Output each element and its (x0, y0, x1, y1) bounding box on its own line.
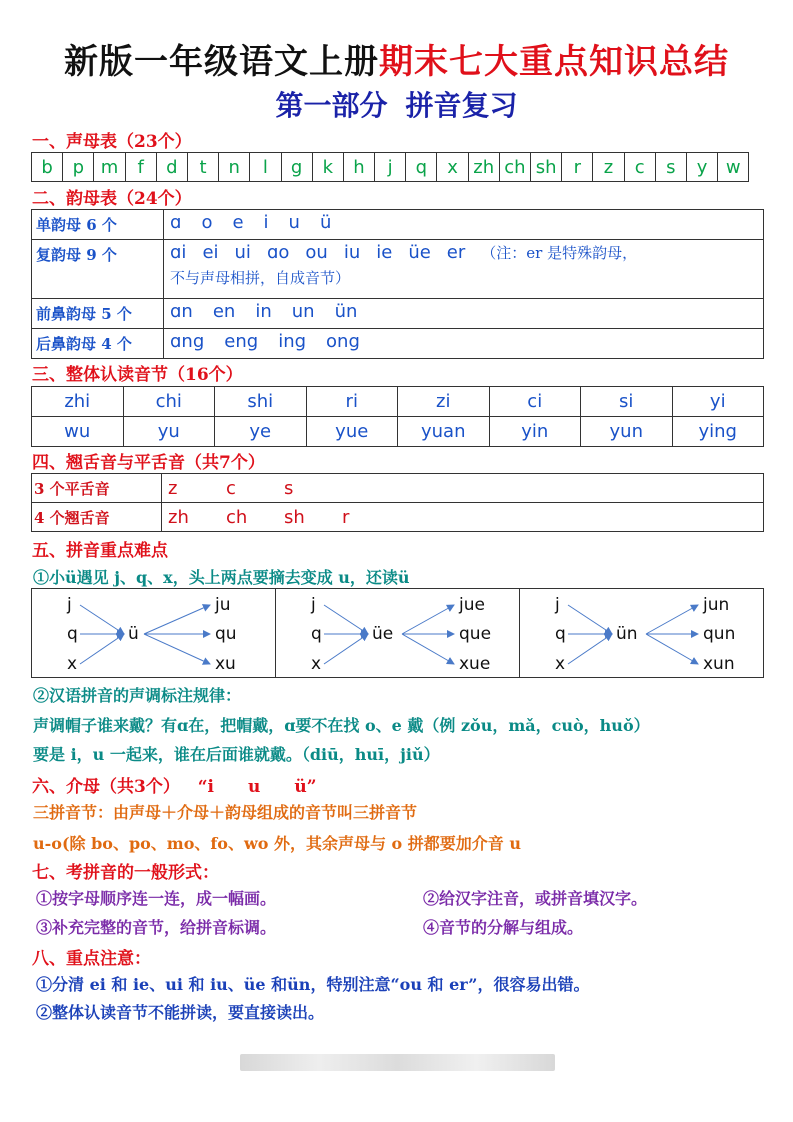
page-title (0, 34, 793, 83)
diagram-arrows (32, 589, 765, 679)
initial-cell: z (593, 153, 624, 182)
final-item: er (446, 242, 466, 263)
title-black: 新版一年级语文上册 (64, 42, 379, 82)
final-item: iu (343, 242, 361, 263)
section-medial-heading (32, 772, 317, 797)
initial-cell: p (63, 153, 94, 182)
tongue-item: c (226, 477, 236, 499)
syllable-cell: yu (123, 417, 215, 447)
diagram-arrow (402, 605, 454, 634)
syllable-cell: yi (672, 387, 764, 417)
diagram-result: que (459, 624, 492, 644)
initial-cell: d (156, 153, 187, 182)
diagram-result: jun (703, 595, 730, 615)
final-item: ou (305, 242, 328, 263)
final-item: en (212, 301, 236, 322)
whole-syllables-row (32, 417, 764, 447)
diagram-result: jue (459, 595, 485, 615)
tongue-item: zh (168, 506, 189, 528)
diagram-arrow (324, 605, 368, 634)
tongue-item: sh (284, 506, 305, 528)
diagram-result: xu (215, 654, 236, 674)
final-item: u (288, 212, 300, 233)
title-red: 期末七大重点知识总结 (379, 42, 729, 82)
diagram-initial: j (311, 595, 316, 615)
final-item: i (263, 212, 269, 233)
diagram-final: ün (616, 624, 638, 644)
final-note: 不与声母相拼，自成音节） (170, 269, 351, 287)
initial-cell: f (125, 153, 156, 182)
initial-cell: y (686, 153, 717, 182)
tone-rule-line-2: 要是 i，u 一起来，谁在后面谁就戴。（diū，huī，jiǔ） (33, 745, 440, 764)
diagram-initial: j (555, 595, 560, 615)
page-subtitle (0, 84, 793, 124)
diagram-arrow (80, 605, 124, 634)
diagram-final: ü (128, 624, 139, 644)
diagram-result: qu (215, 624, 237, 644)
tongue-label: 4 个翘舌音 (32, 503, 162, 532)
section-initials-heading: 一、声母表（23个） (32, 132, 192, 152)
finals-row-back-nasal (32, 329, 764, 359)
finals-values (164, 240, 764, 299)
diagram-initial: q (67, 624, 78, 644)
tongue-row-flat (32, 474, 764, 503)
initial-cell: w (718, 153, 749, 182)
tongue-row-retroflex (32, 503, 764, 532)
initials-row (32, 153, 749, 182)
diagram-initial: x (311, 654, 322, 674)
medial-label: 六、介母（共3个） (32, 777, 180, 797)
syllable-cell: chi (123, 387, 215, 417)
tongue-table (31, 473, 764, 532)
diagram-arrow (324, 634, 368, 664)
finals-values (164, 210, 764, 240)
exam-form-2: ②给汉字注音，或拼音填汉字。 (423, 889, 648, 908)
initial-cell: k (312, 153, 343, 182)
syllable-cell: yun (581, 417, 673, 447)
note-line-1: ①分清 ei 和 ie、ui 和 iu、üe 和ün，特别注意“ou 和 er”，很容易出错。 (36, 975, 590, 994)
tongue-label: 3 个平舌音 (32, 474, 162, 503)
final-item: ong (326, 331, 360, 352)
final-item: o (201, 212, 213, 233)
syllable-cell: wu (32, 417, 124, 447)
section-tongue-heading: 四、翘舌音与平舌音（共7个） (32, 453, 265, 473)
blurred-watermark (240, 1054, 555, 1071)
finals-values (164, 329, 764, 359)
tone-rule-line-1: 声调帽子谁来戴？有ɑ在，把帽戴，ɑ要不在找 o、e 戴（例 zǒu，mǎ，cuò，huǒ） (33, 716, 650, 735)
final-item: in (255, 301, 272, 322)
initial-cell: h (343, 153, 374, 182)
diagram-arrow (568, 634, 612, 664)
tongue-values (162, 503, 764, 532)
syllable-cell: yin (489, 417, 581, 447)
finals-values (164, 299, 764, 329)
diagram-arrow (646, 605, 698, 634)
initials-table (31, 152, 749, 182)
rule-umlaut: ①小ü遇见 j、q、x，头上两点要摘去变成 u，还读ü (33, 568, 410, 587)
exam-form-4: ④音节的分解与组成。 (423, 918, 584, 937)
diagram-initial: x (67, 654, 78, 674)
medial-line-2: u-o(除 bo、po、mo、fo、wo 外，其余声母与 o 拼都要加介音 u (33, 834, 521, 853)
medial-letters: “i u ü” (197, 777, 317, 797)
final-item: ɑn (170, 301, 193, 322)
section-whole-syllables-heading: 三、整体认读音节（16个） (32, 365, 243, 385)
tongue-item: r (342, 506, 350, 528)
exam-form-1: ①按字母顺序连一连，成一幅画。 (36, 889, 277, 908)
final-item: üe (408, 242, 431, 263)
final-item: ie (376, 242, 393, 263)
final-item: ün (334, 301, 358, 322)
initial-cell: zh (468, 153, 499, 182)
whole-syllables-row (32, 387, 764, 417)
diagram-arrow (402, 634, 454, 664)
diagram-arrow (144, 634, 210, 664)
initial-cell: sh (531, 153, 562, 182)
final-note: （注：er 是特殊韵母， (481, 244, 638, 262)
final-item: ɑo (266, 242, 290, 263)
finals-label: 后鼻韵母 4 个 (32, 329, 164, 359)
diagram-initial: q (311, 624, 322, 644)
initial-cell: m (94, 153, 125, 182)
tongue-item: s (284, 477, 294, 499)
note-line-2: ②整体认读音节不能拼读，要直接读出。 (36, 1003, 325, 1022)
syllable-cell: ri (306, 387, 398, 417)
initial-cell: s (655, 153, 686, 182)
medial-line-1: 三拼音节：由声母＋介母＋韵母组成的音节叫三拼音节 (33, 803, 418, 822)
finals-row-front-nasal (32, 299, 764, 329)
diagram-arrow (568, 605, 612, 634)
final-item: ing (278, 331, 307, 352)
diagram-arrow (646, 634, 698, 664)
final-item: ei (202, 242, 219, 263)
final-item: un (291, 301, 315, 322)
diagram-final: üe (372, 624, 394, 644)
syllable-cell: ying (672, 417, 764, 447)
syllable-cell: yuan (398, 417, 490, 447)
initial-cell: x (437, 153, 468, 182)
initial-cell: ch (499, 153, 530, 182)
section-notes-heading: 八、重点注意： (32, 949, 151, 969)
final-item: ɑi (170, 242, 187, 263)
diagram-initial: j (67, 595, 72, 615)
initial-cell: j (375, 153, 406, 182)
final-item: ü (319, 212, 332, 233)
diagram-arrow (80, 634, 124, 664)
diagram-result: qun (703, 624, 736, 644)
syllable-cell: ci (489, 387, 581, 417)
final-item: ui (234, 242, 251, 263)
syllable-cell: yue (306, 417, 398, 447)
jqx-diagram (31, 588, 764, 678)
final-item: e (232, 212, 244, 233)
final-item: eng (224, 331, 259, 352)
diagram-arrow (144, 605, 210, 634)
finals-row-compound (32, 240, 764, 299)
subtitle-topic: 拼音复习 (405, 89, 518, 122)
diagram-result: ju (215, 595, 231, 615)
syllable-cell: zhi (32, 387, 124, 417)
initial-cell: g (281, 153, 312, 182)
finals-table (31, 209, 764, 359)
initial-cell: b (32, 153, 63, 182)
finals-label: 单韵母 6 个 (32, 210, 164, 240)
finals-label: 复韵母 9 个 (32, 240, 164, 299)
section-exam-heading: 七、考拼音的一般形式： (32, 863, 219, 883)
initial-cell: n (219, 153, 250, 182)
diagram-result: xun (703, 654, 735, 674)
exam-form-3: ③补充完整的音节，给拼音标调。 (36, 918, 277, 937)
tongue-values (162, 474, 764, 503)
diagram-result: xue (459, 654, 491, 674)
rule-tone-heading: ②汉语拼音的声调标注规律： (33, 686, 242, 705)
diagram-initial: x (555, 654, 566, 674)
syllable-cell: shi (215, 387, 307, 417)
syllable-cell: si (581, 387, 673, 417)
section-finals-heading: 二、韵母表（24个） (32, 189, 192, 209)
initial-cell: t (187, 153, 218, 182)
final-item: ɑ (170, 212, 182, 233)
syllable-cell: zi (398, 387, 490, 417)
tongue-item: ch (226, 506, 248, 528)
initial-cell: q (406, 153, 437, 182)
final-item: ɑng (170, 331, 205, 352)
finals-label: 前鼻韵母 5 个 (32, 299, 164, 329)
syllable-cell: ye (215, 417, 307, 447)
initial-cell: c (624, 153, 655, 182)
diagram-initial: q (555, 624, 566, 644)
initial-cell: l (250, 153, 281, 182)
subtitle-part: 第一部分 (275, 89, 388, 122)
tongue-item: z (168, 477, 178, 499)
section-difficulty-heading: 五、拼音重点难点 (32, 541, 168, 561)
whole-syllables-table (31, 386, 764, 447)
finals-row-simple (32, 210, 764, 240)
initial-cell: r (562, 153, 593, 182)
